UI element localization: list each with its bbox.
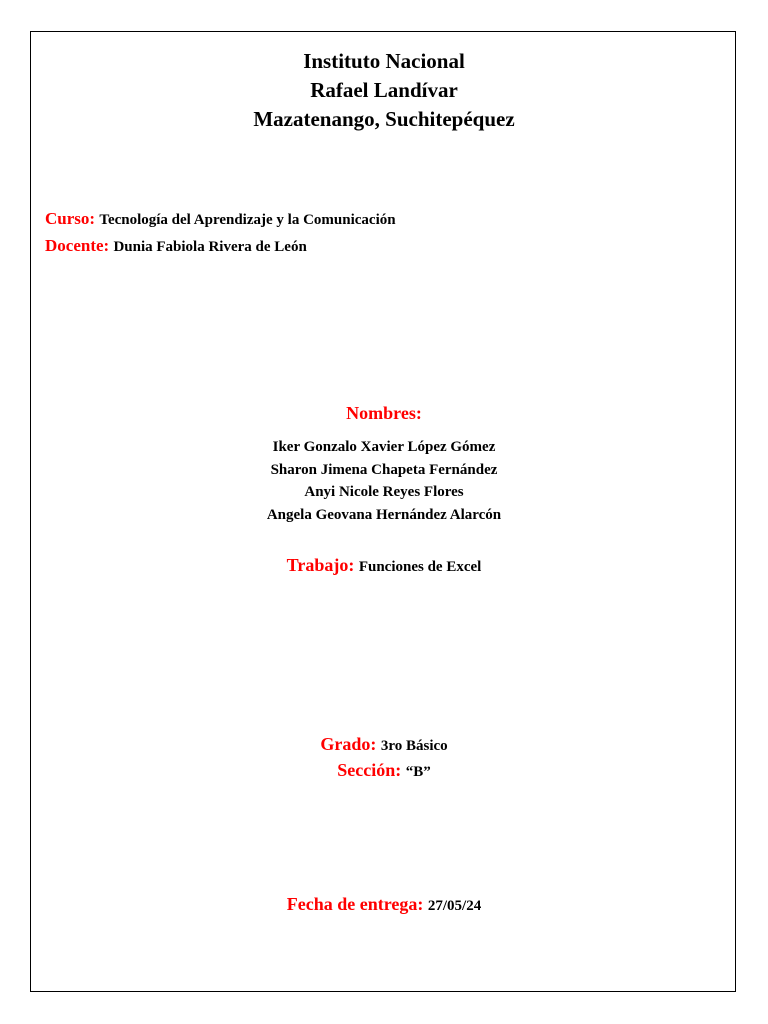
institution-location: Mazatenango, Suchitepéquez bbox=[253, 107, 515, 131]
document-header bbox=[0, 47, 768, 134]
work-label: Trabajo: bbox=[286, 555, 355, 575]
due-date-value: 27/05/24 bbox=[427, 898, 482, 914]
teacher-row bbox=[45, 233, 396, 260]
work-value: Funciones de Excel bbox=[358, 559, 482, 575]
course-value: Tecnología del Aprendizaje y la Comunicación bbox=[99, 212, 396, 228]
student-name: Angela Geovana Hernández Alarcón bbox=[266, 506, 502, 523]
teacher-label: Docente: bbox=[45, 236, 110, 255]
teacher-value: Dunia Fabiola Rivera de León bbox=[113, 239, 307, 255]
student-name: Anyi Nicole Reyes Flores bbox=[304, 484, 464, 500]
course-label: Curso: bbox=[45, 209, 96, 228]
section-value: “B” bbox=[405, 764, 431, 780]
work-row bbox=[0, 553, 768, 579]
grade-value: 3ro Básico bbox=[380, 738, 448, 754]
student-name: Sharon Jimena Chapeta Fernández bbox=[270, 461, 498, 478]
course-row bbox=[45, 206, 396, 233]
names-heading bbox=[0, 401, 768, 425]
names-label: Nombres: bbox=[346, 403, 422, 423]
due-date-row bbox=[0, 892, 768, 918]
grade-section-block bbox=[0, 732, 768, 784]
institution-name: Instituto Nacional bbox=[303, 49, 465, 73]
section-label: Sección: bbox=[337, 760, 402, 780]
grade-row bbox=[0, 732, 768, 758]
section-row bbox=[0, 758, 768, 784]
names-list bbox=[0, 436, 768, 526]
grade-label: Grado: bbox=[320, 734, 377, 754]
institution-subname: Rafael Landívar bbox=[310, 78, 458, 102]
due-date-label: Fecha de entrega: bbox=[286, 894, 424, 914]
student-name: Iker Gonzalo Xavier López Gómez bbox=[272, 439, 496, 455]
course-info bbox=[45, 206, 396, 260]
